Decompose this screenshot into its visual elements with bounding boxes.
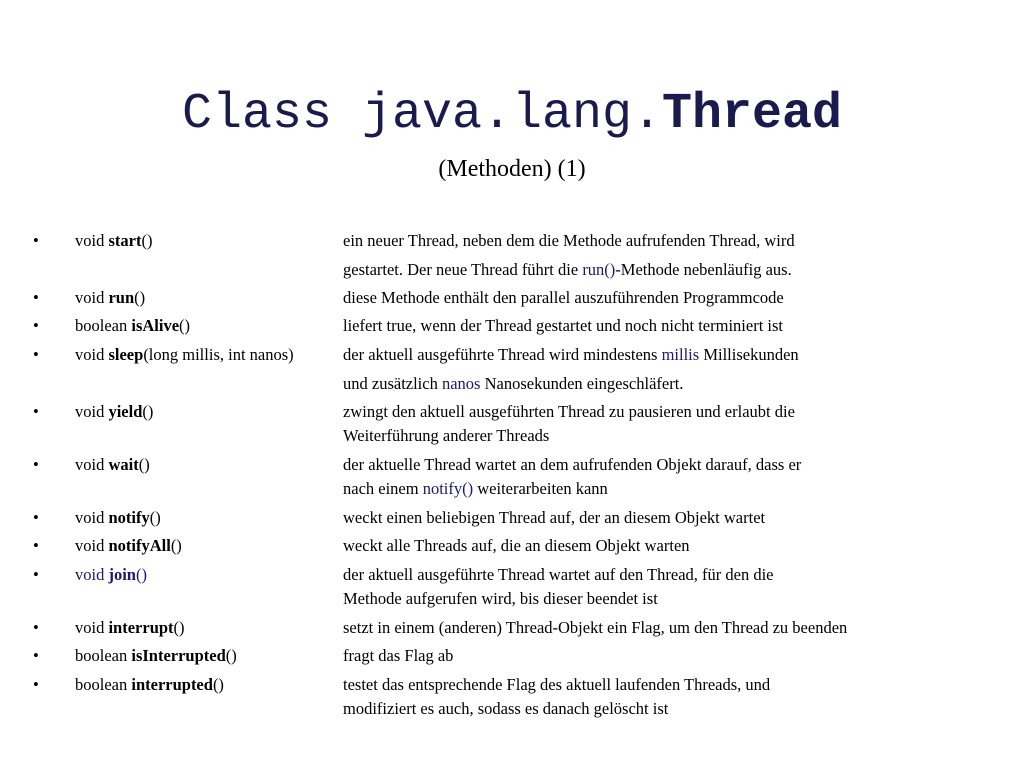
description-text: Millisekunden — [699, 345, 799, 364]
description-line — [343, 644, 453, 668]
description-line — [343, 343, 799, 372]
description-text: der aktuell ausgeführte Thread wird mindestens — [343, 345, 662, 364]
method-description — [343, 400, 795, 448]
bullet: • — [33, 345, 39, 364]
method-name: yield — [108, 402, 143, 421]
method-signature — [75, 563, 147, 587]
inline-code: notify() — [422, 479, 474, 498]
description-line — [343, 453, 801, 477]
method-signature — [75, 506, 161, 530]
method-name: isInterrupted — [131, 646, 226, 665]
description-line — [343, 424, 795, 448]
method-params: () — [141, 231, 153, 250]
description-text: weiterarbeiten kann — [473, 479, 608, 498]
bullet: • — [33, 618, 39, 637]
method-description — [343, 229, 795, 287]
description-text: der aktuelle Thread wartet an dem aufrufenden Objekt darauf, dass er — [343, 455, 802, 474]
description-text: weckt einen beliebigen Thread auf, der an diesem Objekt wartet — [343, 508, 766, 527]
description-text: modifiziert es auch, sodass es danach gelöscht ist — [343, 699, 669, 718]
description-line — [343, 616, 847, 640]
bullet: • — [33, 536, 39, 555]
bullet: • — [33, 455, 39, 474]
method-params: () — [134, 288, 146, 307]
description-text: weckt alle Threads auf, die an diesem Objekt warten — [343, 536, 690, 555]
title-class: Thread — [662, 86, 843, 143]
return-type: void — [75, 618, 109, 637]
method-name: interrupt — [108, 618, 174, 637]
description-line — [343, 534, 690, 558]
method-signature — [75, 644, 237, 668]
method-name: start — [108, 231, 142, 250]
method-signature — [75, 343, 294, 367]
method-signature — [75, 286, 145, 310]
method-params: () — [179, 316, 191, 335]
description-text: -Methode nebenläufig aus. — [615, 260, 792, 279]
description-text: liefert true, wenn der Thread gestartet und noch nicht terminiert ist — [343, 316, 783, 335]
bullet: • — [33, 646, 39, 665]
return-type: void — [75, 402, 109, 421]
method-params: () — [149, 508, 161, 527]
description-text: zwingt den aktuell ausgeführten Thread zu pausieren und erlaubt die — [343, 402, 795, 421]
method-description — [343, 314, 783, 338]
bullet: • — [33, 402, 39, 421]
method-params: () — [135, 565, 147, 584]
method-name: sleep — [108, 345, 144, 364]
bullet: • — [33, 508, 39, 527]
method-signature — [75, 534, 182, 558]
return-type: boolean — [75, 675, 132, 694]
description-text: nach einem — [343, 479, 423, 498]
description-line — [343, 229, 795, 258]
description-text: ein neuer Thread, neben dem die Methode aufrufenden Thread, wird — [343, 231, 795, 250]
return-type: boolean — [75, 316, 132, 335]
description-line — [343, 697, 770, 721]
slide-title — [0, 84, 1024, 146]
method-signature — [75, 229, 152, 253]
method-params: () — [170, 536, 182, 555]
method-params: (long millis, int nanos) — [143, 345, 294, 364]
method-signature — [75, 453, 150, 477]
description-text: Weiterführung anderer Threads — [343, 426, 550, 445]
method-params: () — [138, 455, 150, 474]
description-text: diese Methode enthält den parallel auszuführenden Programmcode — [343, 288, 784, 307]
return-type: void — [75, 345, 109, 364]
return-type: void — [75, 508, 109, 527]
method-name: isAlive — [131, 316, 180, 335]
bullet: • — [33, 675, 39, 694]
method-description — [343, 644, 453, 668]
description-text: gestartet. Der neue Thread führt die — [343, 260, 583, 279]
bullet: • — [33, 316, 39, 335]
method-params: () — [173, 618, 185, 637]
description-text: testet das entsprechende Flag des aktuell laufenden Threads, und — [343, 675, 771, 694]
method-name: wait — [108, 455, 139, 474]
bullet: • — [33, 288, 39, 307]
bullet: • — [33, 565, 39, 584]
return-type: void — [75, 536, 109, 555]
description-line — [343, 673, 770, 697]
return-type: void — [75, 565, 109, 584]
inline-code: nanos — [441, 374, 481, 393]
description-line — [343, 372, 799, 401]
inline-code: run() — [582, 260, 616, 279]
method-description — [343, 453, 801, 501]
return-type: void — [75, 231, 109, 250]
description-line — [343, 587, 774, 611]
method-description — [343, 506, 765, 530]
description-line — [343, 506, 765, 530]
method-description — [343, 343, 799, 401]
description-line — [343, 563, 774, 587]
method-signature — [75, 616, 185, 640]
description-line — [343, 400, 795, 424]
description-line — [343, 286, 784, 310]
return-type: void — [75, 288, 109, 307]
method-description — [343, 534, 690, 558]
description-text: setzt in einem (anderen) Thread-Objekt ein Flag, um den Thread zu beenden — [343, 618, 848, 637]
method-description — [343, 616, 847, 640]
method-name: join — [108, 565, 136, 584]
method-description — [343, 286, 784, 310]
slide-subtitle: (Methoden) (1) — [438, 156, 586, 182]
return-type: boolean — [75, 646, 132, 665]
method-signature — [75, 314, 190, 338]
method-params: () — [225, 646, 237, 665]
return-type: void — [75, 455, 109, 474]
description-text: Nanosekunden eingeschläfert. — [480, 374, 684, 393]
description-text: der aktuell ausgeführte Thread wartet auf den Thread, für den die — [343, 565, 774, 584]
description-line — [343, 314, 783, 338]
method-description — [343, 673, 770, 721]
method-signature — [75, 400, 153, 424]
description-text: fragt das Flag ab — [343, 646, 454, 665]
bullet: • — [33, 231, 39, 250]
method-name: notify — [108, 508, 150, 527]
title-prefix: Class java.lang. — [181, 86, 663, 143]
method-params: () — [142, 402, 154, 421]
inline-code: millis — [661, 345, 700, 364]
method-params: () — [212, 675, 224, 694]
description-line — [343, 258, 795, 287]
method-name: notifyAll — [108, 536, 171, 555]
method-name: run — [108, 288, 135, 307]
method-description — [343, 563, 774, 611]
description-line — [343, 477, 801, 501]
method-signature — [75, 673, 224, 697]
method-name: interrupted — [131, 675, 213, 694]
description-text: Methode aufgerufen wird, bis dieser beendet ist — [343, 589, 658, 608]
description-text: und zusätzlich — [343, 374, 442, 393]
